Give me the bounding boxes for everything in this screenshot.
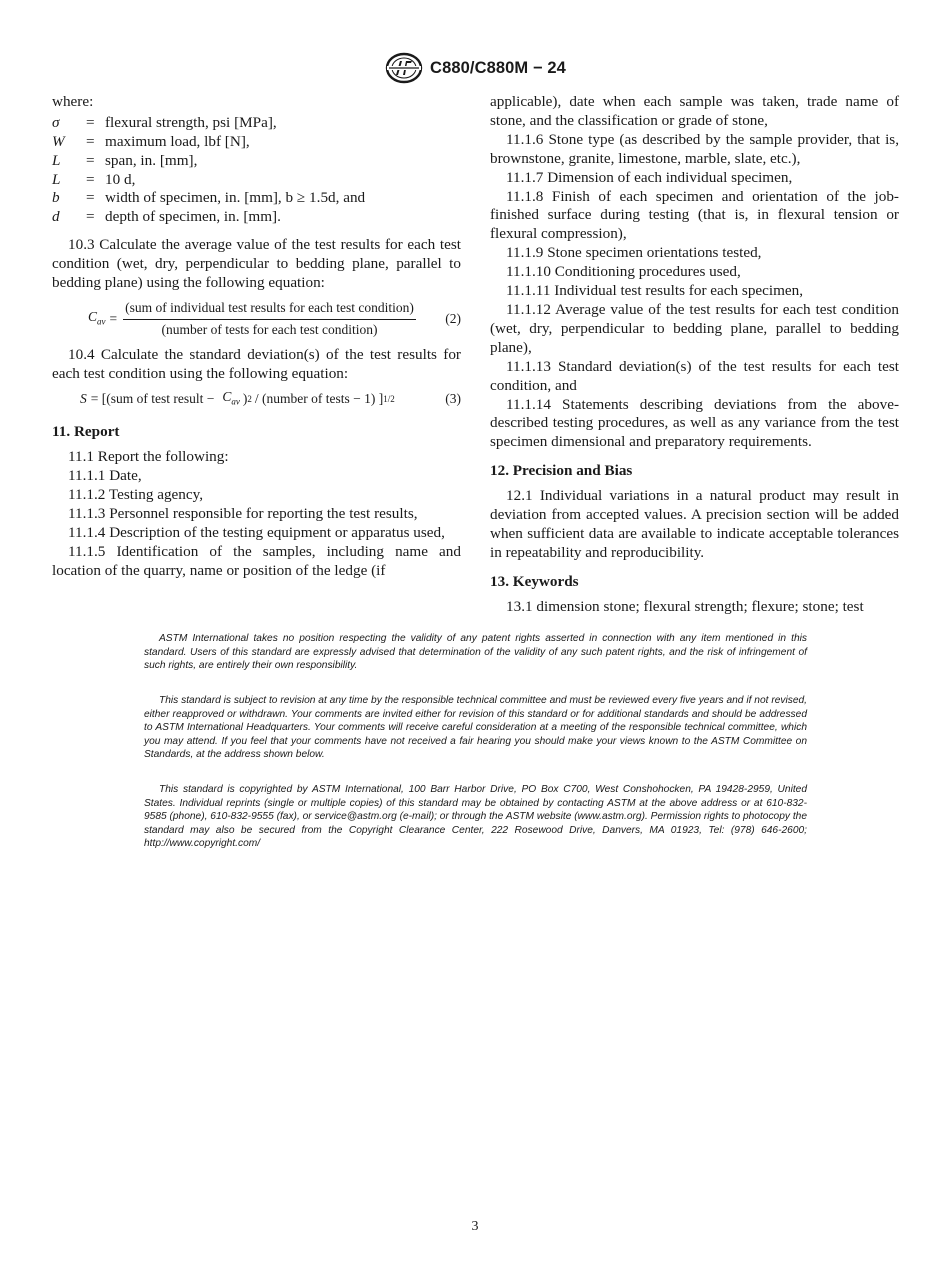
standard-designation: C880/C880M − 24 — [430, 58, 566, 77]
report-item: 11.1.7 Dimension of each individual specimen, — [506, 168, 793, 186]
report-item: 11.1.8 Finish of each specimen and orientation of the job-finished surface during testing (that is, in flexural tension or flexural compression), — [490, 187, 899, 243]
report-item: 11.1.12 Average value of the test results for each test condition (wet, dry, perpendicular to bedding plane, parallel to bedding plane), — [490, 300, 899, 356]
paragraph-12-1: 12.1 Individual variations in a natural product may result in deviation from accepted values. A precision section will be added when sufficient data are available to indicate acceptable tolerances in repeatability and reproducibility. — [490, 487, 899, 561]
report-item: 11.1.6 Stone type (as described by the sample provider, that is, brownstone, granite, limestone, marble, slate, etc.), — [490, 130, 899, 167]
definition-row — [52, 189, 461, 208]
report-item: 11.1.10 Conditioning procedures used, — [506, 263, 741, 281]
definition-text: flexural strength, psi [MPa], — [105, 113, 277, 131]
definition-text: maximum load, lbf [N], — [105, 132, 250, 150]
definition-row — [52, 133, 461, 152]
report-item: 11.1.4 Description of the testing equipment or apparatus used, — [68, 523, 445, 541]
patent-notice — [144, 632, 807, 673]
definition-equals: = — [86, 208, 95, 226]
definition-text: width of specimen, in. [mm], b ≥ 1.5d, and — [105, 189, 366, 207]
continuation-text: applicable), date when each sample was taken, trade name of stone, and the classification or grade of stone, — [490, 93, 899, 129]
equation-equals: = — [109, 310, 118, 326]
definition-symbol: L — [52, 151, 61, 169]
definition-equals: = — [86, 132, 95, 150]
equation-part3: / (number of tests − 1) ] — [254, 390, 384, 406]
report-item: 11.1.11 Individual test results for each specimen, — [506, 282, 804, 300]
page-header — [0, 52, 950, 84]
notice-text: This standard is copyrighted by ASTM International, 100 Barr Harbor Drive, PO Box C700, West Conshohocken, PA 19428-2959, United States. Individual reprints (single or multiple copies) of this standard may be obtained by contacting ASTM at the above address or at 610-832-9585 (phone), 610-832-9555 (fax), or service@astm.org (e-mail); or through the ASTM website (www.astm.org). Permission rights to photocopy the standard may also be secured from the Copyright Clearance Center, 222 Rosewood Drive, Danvers, MA 01923, Tel: (978) 646-2600; http://www.copyright.com/ — [144, 784, 807, 850]
page-number: 3 — [471, 1219, 479, 1234]
report-item: 11.1.13 Standard deviation(s) of the test results for each test condition, and — [490, 357, 899, 394]
equation-part1: = [(sum of test result − — [90, 390, 215, 406]
report-item: 11.1.14 Statements describing deviations from the above-described testing procedures, as well as any variance from the test specimen dimensional and preparatory requirements. — [490, 395, 899, 451]
definition-symbol: σ — [52, 113, 60, 131]
definition-equals: = — [86, 189, 95, 207]
paragraph-13-1: 13.1 dimension stone; flexural strength; flexure; stone; test — [506, 597, 864, 615]
report-item: 11.1.9 Stone specimen orientations tested, — [506, 244, 762, 262]
equation-number: (2) — [445, 310, 461, 326]
equation-s: S — [80, 390, 87, 406]
definition-symbol: W — [52, 132, 65, 150]
equation-lhs: $C_{av}$ — [88, 308, 106, 327]
section-heading-12: 12. Precision and Bias — [490, 462, 633, 480]
definition-row — [52, 114, 461, 133]
definition-text: 10 d, — [105, 170, 136, 188]
fraction-denominator: (number of tests for each test condition) — [161, 321, 378, 337]
definition-row — [52, 208, 461, 227]
equation-cav: $C_{av}$ — [222, 388, 240, 407]
equation-square: 2 — [247, 393, 252, 404]
notice-text: ASTM International takes no position respecting the validity of any patent rights asserted in connection with any item mentioned in this standard. Users of this standard are expressly advised that determination of the validity of any such patent rights, and the risk of infringement of such rights, are entirely their own responsibility. — [144, 633, 807, 672]
definition-symbol: b — [52, 189, 60, 207]
report-item: 11.1.3 Personnel responsible for reporting the test results, — [68, 504, 418, 522]
definition-equals: = — [86, 113, 95, 131]
symbol-definitions — [52, 114, 461, 227]
definition-row — [52, 171, 461, 190]
paragraph-10-3: 10.3 Calculate the average value of the test results for each test condition (wet, dry, perpendicular to bedding plane, parallel to bedding plane) using the following equation: — [52, 236, 461, 292]
section-heading-13: 13. Keywords — [490, 572, 579, 590]
definition-row — [52, 152, 461, 171]
paragraph-10-4: 10.4 Calculate the standard deviation(s) of the test results for each test condition using the following equation: — [52, 345, 461, 382]
equation-part2: ) — [242, 390, 248, 406]
definition-text: span, in. [mm], — [105, 151, 198, 169]
report-item: 11.1.2 Testing agency, — [68, 485, 204, 503]
revision-notice — [144, 694, 807, 762]
astm-logo-icon — [384, 52, 424, 84]
definition-symbol: L — [52, 170, 61, 188]
report-item: 11.1.1 Date, — [68, 467, 142, 484]
definition-equals: = — [86, 170, 95, 188]
equation-2 — [52, 299, 461, 340]
right-column — [490, 93, 899, 617]
copyright-notice — [144, 783, 807, 851]
report-item: 11.1 Report the following: — [68, 448, 229, 466]
left-column — [52, 93, 461, 580]
notice-text: This standard is subject to revision at any time by the responsible technical committee and must be reviewed every five years and if not revised, either reapproved or withdrawn. Your comments are invited either for revision of this standard or for additional standards and should be addressed to ASTM International Headquarters. Your comments will receive careful consideration at a meeting of the responsible technical committee, which you may attend. If you feel that your comments have not received a fair hearing you should make your views known to the ASTM Committee on Standards, at the address shown below. — [144, 695, 807, 761]
equation-number: (3) — [445, 390, 461, 406]
definition-symbol: d — [52, 208, 60, 226]
equation-3 — [52, 388, 461, 412]
section-heading-11: 11. Report — [52, 423, 120, 441]
equation-fraction — [123, 299, 416, 340]
equation-exponent: 1/2 — [383, 393, 395, 404]
definition-equals: = — [86, 151, 95, 169]
fraction-numerator: (sum of individual test results for each test condition) — [123, 299, 416, 320]
where-label: where: — [52, 93, 94, 110]
definition-text: depth of specimen, in. [mm]. — [105, 208, 281, 226]
report-item: 11.1.5 Identification of the samples, including name and location of the quarry, name or position of the ledge (if — [52, 542, 461, 579]
